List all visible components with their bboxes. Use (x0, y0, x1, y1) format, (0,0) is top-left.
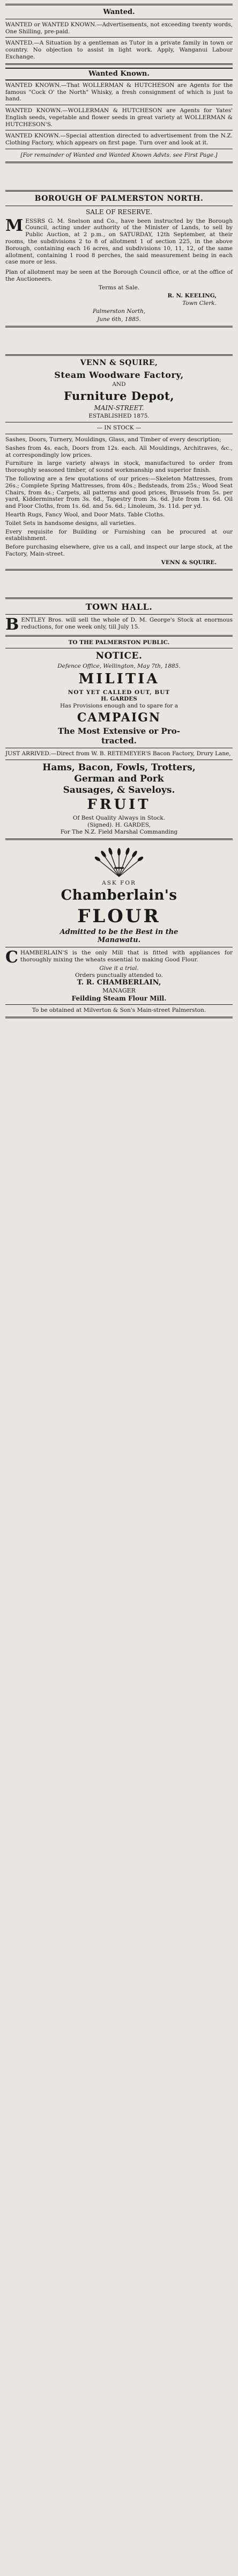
venn-street: MAIN-STREET. (94, 404, 144, 412)
borough-title: BOROUGH OF PALMERSTON NORTH. (34, 194, 204, 203)
chamberlain-manager-name: T. R. CHAMBERLAIN, (77, 979, 161, 987)
venn-factory: Steam Woodware Factory, (54, 369, 184, 380)
dropcap: M (5, 216, 24, 235)
divider (5, 63, 233, 65)
notice-to: TO THE PALMERSTON PUBLIC. (68, 639, 170, 646)
campaign-title: CAMPAIGN (77, 711, 161, 725)
divider (5, 190, 233, 192)
divider (5, 37, 233, 38)
venn-paragraph: Toilet Sets in handsome designs, all varieties. (5, 520, 136, 527)
campaign-fruit: FRUIT (87, 797, 151, 813)
notice-militia: MILITIA (78, 670, 160, 687)
divider (5, 635, 233, 637)
chamberlain-flour: FLOUR (77, 906, 161, 928)
venn-established: ESTABLISHED 1875. (88, 413, 150, 420)
divider (5, 1017, 233, 1018)
wanted-heading: Wanted. (103, 8, 135, 16)
chamberlain-orders: Orders punctually attended to. (75, 972, 163, 979)
wheat-icon (90, 844, 148, 878)
divider (5, 569, 233, 571)
town-hall-body: BENTLEY Bros. will sell the whole of D. M. George's Stock at enormous reductions, for one week only, till July 15. (5, 615, 233, 634)
notice-heading: NOTICE. (95, 651, 143, 662)
venn-paragraph: Every requisite for Building or Furnishing can be procured at our establishment. (5, 528, 233, 542)
notice-provisions: Has Provisions enough and to spare for a (59, 703, 178, 710)
venn-title: VENN & SQUIRE, (80, 358, 158, 367)
venn-signer: VENN & SQUIRE. (161, 559, 217, 566)
chamberlain-footer: To be obtained at Milverton & Son's Main-street Palmerston. (32, 1007, 206, 1014)
divider (5, 838, 233, 840)
wanted-known-heading: Wanted Known. (5, 68, 233, 81)
wanted-known-note: [For remainder of Wanted and Wanted Known Advts. see First Page.] (20, 152, 218, 159)
divider (5, 4, 233, 5)
borough-signer-title: Town Clerk. (182, 300, 217, 307)
venn-paragraph: Sashes, Doors, Turnery, Mouldings, Glass, and Timber of every description; (5, 436, 221, 443)
venn-and: AND (112, 381, 126, 388)
dropcap: B (5, 615, 19, 634)
notice-signer: H. GARDES (101, 696, 137, 703)
venn-paragraph: Furniture in large variety always in stock, manufactured to order from thoroughly seasoned timber, of sound workmanship and superior finish. (5, 460, 233, 474)
dropcap: C (5, 948, 18, 967)
campaign-line: The Most Extensive or Pro- (58, 726, 180, 736)
wanted-known-ad-2: WANTED KNOWN.—WOLLERMAN & HUTCHESON are Agents for Yates' English seeds, vegetable and flower seeds in great variety at WOLLERMAN & HUTCHESON'S. (5, 107, 233, 128)
divider (5, 326, 233, 327)
campaign-goods: Hams, Bacon, Fowls, Trotters, (42, 762, 196, 773)
divider (5, 354, 233, 356)
wanted-known-ad-1: WANTED KNOWN.—That WOLLERMAN & HUTCHESON are Agents for the famous "Cock O' the North" Whisky, a fresh consignment of which is just to hand. (5, 82, 233, 103)
venn-in-stock: — IN STOCK — (96, 425, 142, 432)
venn-paragraph: The following are a few quotations of our prices:—Skeleton Mattresses, from 26s.; Complete Spring Mattresses, from 40s.; Bedsteads, from 25s.; Wood Seat Chairs, from 4s.; Carpets, all patterns and good prices, Brussels from 5s. per yard, Kidderminster from 3s. 6d., Tapestry from 3s. 6d. Jute from 1s. 6d. Oil and Floor Cloths, from 1s. 6d. and 5s. 6d.; Linoleum, 3s. 11d. per yd. (5, 475, 233, 510)
borough-body: MESSRS G. M. Snelson and Co., have been instructed by the Borough Council, acting under authority of the Minister of Lands, to sell by Public Auction, at 2 p.m., on SATURDAY, 12th September, at their rooms, the subdivisions 2 to 8 of allotment 1 of section 225, in the above Borough, containing each 16 acres, and subdivisions 10, 11, 12, of the same allotment, containing 1 rood 8 perches, the said measurement being in each case more or less. (5, 216, 233, 266)
borough-place: Palmerston North, (92, 308, 146, 315)
venn-furniture: Furniture Depot, (63, 389, 175, 403)
chamberlain-manager: MANAGER (102, 987, 136, 995)
campaign-signed: (Signed). H. GARDES, (87, 821, 151, 828)
borough-subtitle: SALE OF RESERVE. (85, 208, 153, 216)
chamberlain-trial: Give it a trial. (99, 965, 139, 972)
notice-office: Defence Office, Wellington, May 7th, 1885. (57, 663, 181, 670)
wanted-known-ad-3: WANTED KNOWN.—Special attention directed to advertisement from the N.Z. Clothing Factory, which appears on first page. Turn over and look at it. (5, 133, 233, 147)
borough-signer: R. N. KEELING, (167, 292, 217, 299)
newspaper-column (5, 0, 233, 1024)
chamberlain-mill: Feilding Steam Flour Mill. (71, 994, 167, 1002)
chamberlain-body: CHAMBERLAIN'S is the only Mill that is fitted with appliances for thoroughly mixing the wheats essential to making Good Flour. (5, 948, 233, 967)
chamberlain-name: Chamberlain's (61, 887, 177, 904)
divider (5, 162, 233, 163)
chamberlain-admitted: Manawatu. (97, 936, 141, 945)
borough-terms: Terms at Sale. (98, 284, 140, 291)
campaign-role: For The N.Z. Field Marshal Commanding (60, 828, 178, 835)
divider (5, 597, 233, 599)
campaign-goods: Sausages, & Saveloys. (63, 784, 175, 796)
venn-paragraph: Sashes from 4s. each, Doors from 12s. each. All Mouldings, Architraves, &c., at correspondingly low prices. (5, 444, 233, 458)
divider (5, 614, 233, 615)
wanted-ad-2: WANTED.—A Situation by a gentleman as Tutor in a private family in town or country. No objection to assist in light work. Apply, Wanganui Labour Exchange. (5, 40, 233, 61)
campaign-goods: German and Pork (74, 773, 164, 784)
town-hall-title: TOWN HALL. (85, 601, 153, 612)
borough-plans: Plan of allotment may be seen at the Borough Council office, or at the office of the Auctioneers. (5, 269, 233, 282)
campaign-quality: Of Best Quality Always in Stock. (72, 815, 166, 822)
borough-date: June 6th, 1885. (97, 316, 141, 323)
chamberlain-admitted: Admitted to be the Best in the (59, 928, 178, 936)
wanted-ad-1: WANTED or WANTED KNOWN.—Advertisements, not exceeding twenty words, One Shilling, pre-paid. (5, 21, 233, 35)
venn-paragraph: Before purchasing elsewhere, give us a call, and inspect our large stock, at the Factory, Main-street. (5, 544, 233, 557)
venn-paragraph: Hearth Rugs, Fancy Wool, and Door Mats. Table Cloths. (5, 511, 165, 518)
divider (5, 1004, 233, 1005)
chamberlain-ask: ASK FOR (102, 879, 136, 886)
campaign-arrived: JUST ARRIVED.—Direct from W. B. RETEMEYER'S Bacon Factory, Drury Lane, (5, 750, 231, 757)
wheat-sheaf-emblem (5, 844, 233, 878)
campaign-line: tracted. (101, 736, 137, 746)
notice-not-yet: NOT YET CALLED OUT, BUT (68, 689, 170, 696)
